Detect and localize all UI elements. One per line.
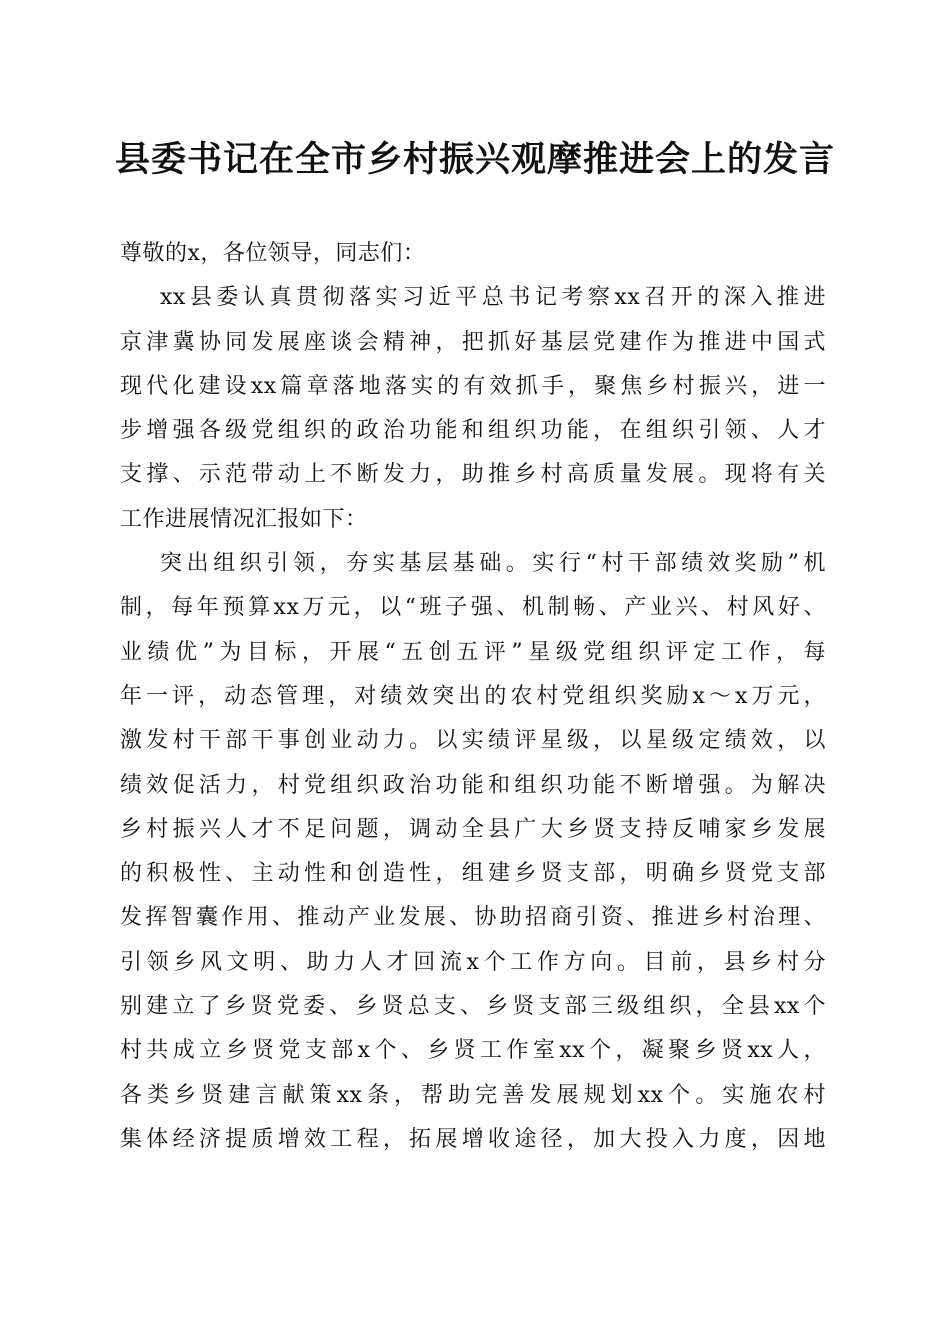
paragraph-line: 现代化建设xx篇章落地落实的有效抓手，聚焦乡村振兴，进一: [120, 373, 826, 399]
paragraph-line: 别建立了乡贤党委、乡贤总支、乡贤支部三级组织，全县xx个: [120, 994, 826, 1020]
paragraph-line: 年一评，动态管理，对绩效突出的农村党组织奖励x～x万元，: [120, 683, 826, 709]
paragraph-line: 发挥智囊作用、推动产业发展、协助招商引资、推进乡村治理、: [120, 905, 826, 931]
paragraph-line: 激发村干部干事创业动力。以实绩评星级，以星级定绩效，以: [120, 728, 826, 754]
document-title: 县委书记在全市乡村振兴观摩推进会上的发言: [114, 139, 835, 180]
paragraph-line: 步增强各级党组织的政治功能和组织功能，在组织引领、人才: [120, 418, 826, 444]
paragraph-line: 集体经济提质增效工程，拓展增收途径，加大投入力度，因地: [120, 1126, 826, 1152]
salutation-line: 尊敬的x，各位领导，同志们：: [120, 241, 426, 266]
paragraph-line: 的积极性、主动性和创造性，组建乡贤支部，明确乡贤党支部: [120, 861, 826, 887]
paragraph-line: 绩效促活力，村党组织政治功能和组织功能不断增强。为解决: [120, 772, 826, 798]
paragraph-line: 京津冀协同发展座谈会精神，把抓好基层党建作为推进中国式: [120, 329, 826, 355]
paragraph-line: 支撑、示范带动上不断发力，助推乡村高质量发展。现将有关: [120, 462, 826, 488]
paragraph-line: 村共成立乡贤党支部x个、乡贤工作室xx个，凝聚乡贤xx人，: [120, 1038, 826, 1064]
paragraph-line: 制，每年预算xx万元，以“班子强、机制畅、产业兴、村风好、: [120, 595, 826, 621]
paragraph-line: 突出组织引领，夯实基层基础。实行“村干部绩效奖励”机: [160, 551, 826, 577]
paragraph-line: 乡村振兴人才不足问题，调动全县广大乡贤支持反哺家乡发展: [120, 816, 826, 842]
document-body: [120, 232, 826, 1162]
paragraph-line: 业绩优”为目标，开展“五创五评”星级党组织评定工作，每: [120, 639, 826, 665]
paragraph-line: xx县委认真贯彻落实习近平总书记考察xx召开的深入推进: [160, 285, 826, 311]
paragraph-line: 工作进展情况汇报如下：: [120, 506, 368, 532]
paragraph-line: 各类乡贤建言献策xx条，帮助完善发展规划xx个。实施农村: [120, 1082, 826, 1108]
paragraph-line: 引领乡风文明、助力人才回流x个工作方向。目前，县乡村分: [120, 949, 826, 975]
